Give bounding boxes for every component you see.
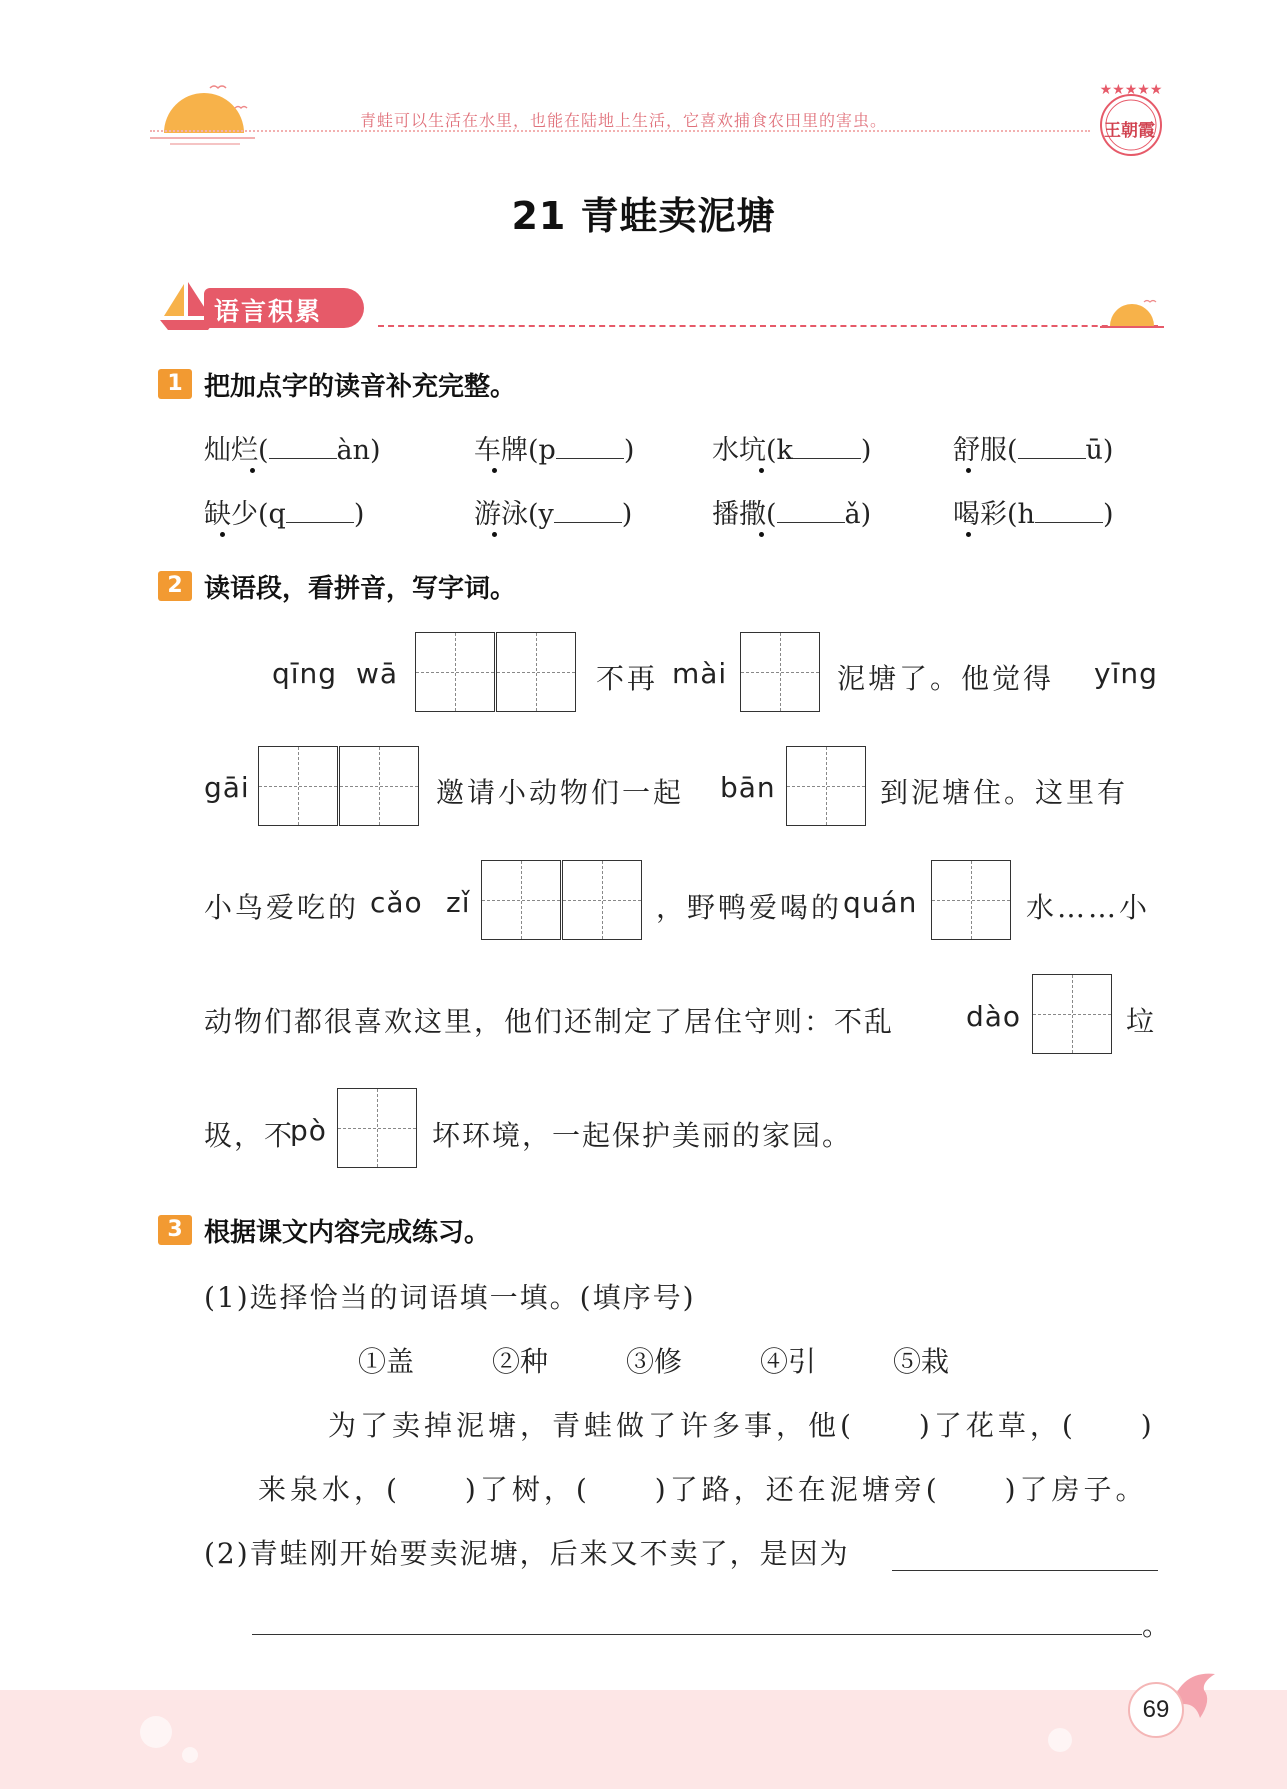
svg-text:★★★★★: ★★★★★ xyxy=(1099,82,1163,98)
sub-question: (1)选择恰当的词语填一填。(填序号) xyxy=(204,1281,696,1314)
item-word: 水坑 xyxy=(712,435,766,466)
page-title: 21 青蛙卖泥塘 xyxy=(511,194,776,238)
answer-line[interactable] xyxy=(252,1634,1142,1635)
item-word: 舒服 xyxy=(953,435,1007,466)
emphasis-dot xyxy=(492,468,497,473)
emphasis-dot xyxy=(759,468,764,473)
pinyin-item: 缺少(q ) xyxy=(204,492,364,531)
sunset-icon xyxy=(150,78,260,148)
writing-grid-box[interactable] xyxy=(496,632,576,712)
item-word: 车牌 xyxy=(474,435,528,466)
writing-grid-box[interactable] xyxy=(786,746,866,826)
emphasis-dot xyxy=(492,532,497,537)
writing-grid-box[interactable] xyxy=(337,1088,417,1168)
bubbles-decoration xyxy=(60,1700,1240,1780)
answer-blank[interactable] xyxy=(269,432,337,459)
teacher-stamp xyxy=(1090,78,1172,160)
section-divider xyxy=(378,325,1158,327)
item-word: 灿烂 xyxy=(204,435,258,466)
end-mark: 。 xyxy=(1142,1609,1171,1642)
passage-text: 圾，不 xyxy=(204,1119,295,1152)
sub-question: (2)青蛙刚开始要卖泥塘，后来又不卖了，是因为 xyxy=(204,1537,850,1570)
answer-blank[interactable] xyxy=(1018,432,1086,459)
item-word: 喝彩 xyxy=(953,499,1007,530)
answer-blank[interactable] xyxy=(554,496,622,523)
pinyin-text: gāi xyxy=(204,771,250,804)
answer-blank[interactable] xyxy=(793,432,861,459)
pinyin-item: 车牌(p ) xyxy=(474,428,634,467)
writing-grid-box[interactable] xyxy=(339,746,419,826)
writing-grid-box[interactable] xyxy=(931,860,1011,940)
question-prompt: 根据课文内容完成练习。 xyxy=(204,1218,491,1248)
passage-text: 水……小 xyxy=(1026,891,1151,924)
page-number: 69 xyxy=(1128,1682,1184,1738)
question-number: 2 xyxy=(158,571,192,601)
passage-text: 到泥塘住。这里有 xyxy=(880,776,1129,809)
pinyin-item: 游泳(y ) xyxy=(474,492,632,531)
writing-grid-box[interactable] xyxy=(1032,974,1112,1054)
passage-text: 小鸟爱吃的 xyxy=(204,891,360,924)
pinyin-text: qīng xyxy=(272,657,338,690)
item-word: 游泳 xyxy=(474,499,528,530)
question-number: 3 xyxy=(158,1215,192,1245)
writing-grid-box[interactable] xyxy=(258,746,338,826)
emphasis-dot xyxy=(220,532,225,537)
writing-grid-box[interactable] xyxy=(740,632,820,712)
pinyin-item: 水坑(k ) xyxy=(712,428,871,467)
pinyin-text: zǐ xyxy=(446,886,471,919)
fill-paragraph-line: 来泉水，( )了树，( )了路，还在泥塘旁( )了房子。 xyxy=(258,1473,1148,1506)
pinyin-item: 灿烂( àn) xyxy=(204,428,381,467)
pinyin-text: dào xyxy=(966,1000,1022,1033)
item-word: 缺少 xyxy=(204,499,258,530)
option-item: ②种 xyxy=(492,1345,549,1378)
pinyin-text: quán xyxy=(843,886,918,919)
pinyin-text: wā xyxy=(356,657,399,690)
answer-blank[interactable] xyxy=(1035,496,1103,523)
pinyin-item: 播撒( ǎ) xyxy=(712,492,871,531)
pinyin-item: 舒服( ū) xyxy=(953,428,1113,467)
writing-grid-box[interactable] xyxy=(562,860,642,940)
pinyin-text: bān xyxy=(720,771,776,804)
emphasis-dot xyxy=(250,468,255,473)
passage-text: 动物们都很喜欢这里，他们还制定了居住守则：不乱 xyxy=(204,1005,895,1038)
fill-paragraph-line: 为了卖掉泥塘，青蛙做了许多事，他( )了花草，( ) xyxy=(328,1409,1156,1442)
pinyin-text: yīng xyxy=(1094,657,1158,690)
passage-text: 邀请小动物们一起 xyxy=(436,776,685,809)
emphasis-dot xyxy=(759,532,764,537)
section-label: 语言积累 xyxy=(214,297,323,326)
header-motto: 青蛙可以生活在水里，也能在陆地上生活，它喜欢捕食农田里的害虫。 xyxy=(360,111,888,130)
pinyin-text: pò xyxy=(290,1114,327,1147)
small-sun-icon xyxy=(1100,296,1164,330)
passage-text: 垃 xyxy=(1126,1005,1158,1038)
answer-blank[interactable] xyxy=(777,496,845,523)
question-number: 1 xyxy=(158,369,192,399)
writing-grid-box[interactable] xyxy=(415,632,495,712)
option-item: ⑤栽 xyxy=(893,1345,950,1378)
question-prompt: 把加点字的读音补充完整。 xyxy=(204,372,517,402)
passage-text: ，野鸭爱喝的 xyxy=(656,891,843,924)
passage-text: 坏环境，一起保护美丽的家园。 xyxy=(432,1119,853,1152)
stamp-text: 王朝霞 xyxy=(1104,121,1155,141)
emphasis-dot xyxy=(966,468,971,473)
item-word: 播撒 xyxy=(712,499,766,530)
option-item: ③修 xyxy=(626,1345,683,1378)
passage-text: 不再 xyxy=(596,662,659,695)
pinyin-text: mài xyxy=(672,657,728,690)
pinyin-text: cǎo xyxy=(370,886,423,919)
answer-blank[interactable] xyxy=(556,432,624,459)
option-item: ①盖 xyxy=(358,1345,415,1378)
question-prompt: 读语段，看拼音，写字词。 xyxy=(204,574,517,604)
answer-line[interactable] xyxy=(892,1570,1158,1571)
passage-text: 泥塘了。他觉得 xyxy=(837,662,1055,695)
writing-grid-box[interactable] xyxy=(481,860,561,940)
option-item: ④引 xyxy=(760,1345,817,1378)
emphasis-dot xyxy=(966,532,971,537)
answer-blank[interactable] xyxy=(286,496,354,523)
pinyin-item: 喝彩(h ) xyxy=(953,492,1113,531)
